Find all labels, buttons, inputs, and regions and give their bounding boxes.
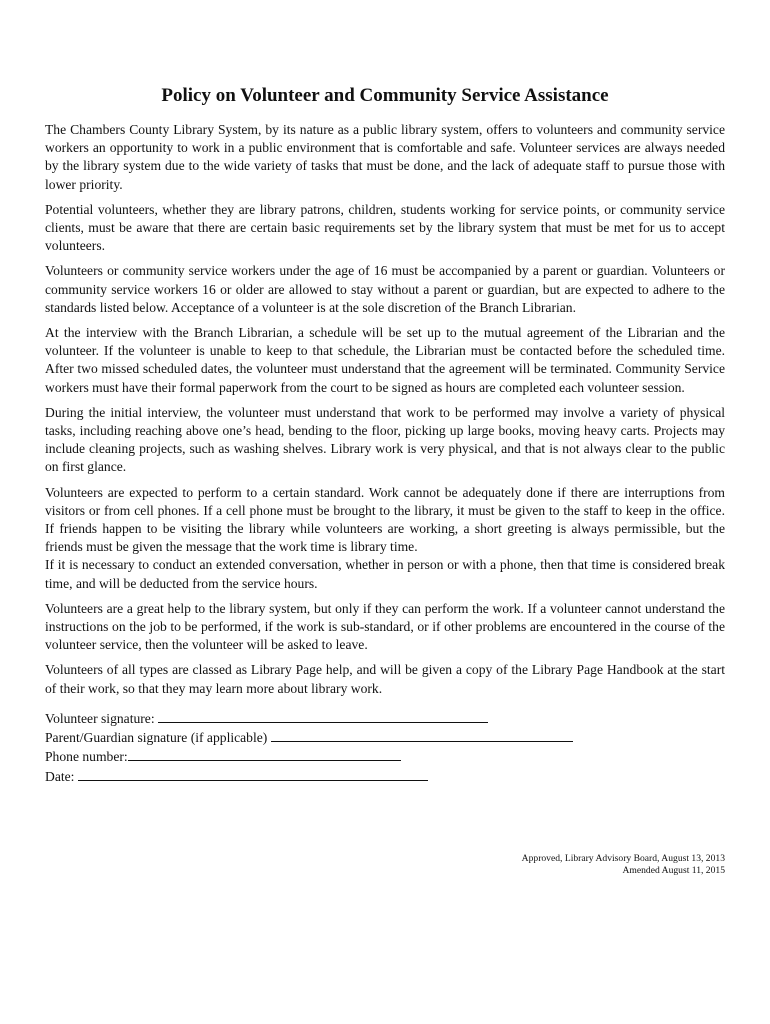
paragraph-age: Volunteers or community service workers under the age of 16 must be accompanied by a parent or guardian. Volunteers or community service workers 16 or older are allowed to stay without a parent or guardian, but are expected to adhere to the standards listed below. Acceptance of a volunteer is at the sole discretion of the Branch Librarian. <box>45 263 725 315</box>
footer-note <box>522 853 725 877</box>
date-label: Date: <box>45 768 75 784</box>
volunteer-signature-label: Volunteer signature: <box>45 710 155 726</box>
approved-date-text: Approved, Library Advisory Board, August 13, 2013 <box>521 853 725 864</box>
guardian-signature-line <box>45 728 725 747</box>
phone-number-line <box>45 747 725 766</box>
volunteer-signature-field[interactable] <box>158 709 488 723</box>
phone-number-label: Phone number: <box>45 749 128 765</box>
paragraph-break-time: If it is necessary to conduct an extended conversation, whether in person or with a phone, then that time is considered break time, and will be deducted from the service hours. <box>45 557 725 591</box>
phone-number-field[interactable] <box>128 747 401 761</box>
paragraph-physical-tasks: During the initial interview, the volunteer must understand that work to be performed may involve a variety of physical tasks, including reaching above one’s head, bending to the floor, picking up large books, moving heavy carts. Projects may include cleaning projects, such as washing shelves. Library work is very physical, and that is not always clear to the public on first glance. <box>45 404 725 475</box>
date-field[interactable] <box>78 767 428 781</box>
date-line <box>45 767 725 786</box>
paragraph-dismissal: Volunteers are a great help to the library system, but only if they can perform the work. If a volunteer cannot understand the instructions on the job to be performed, if the work is sub-standard, or if other problems are encountered in the course of the volunteer service, then the volunteer will be asked to leave. <box>45 600 725 653</box>
guardian-signature-field[interactable] <box>271 728 573 742</box>
guardian-signature-label: Parent/Guardian signature (if applicable) <box>45 730 268 746</box>
amended-date-text: Amended August 11, 2015 <box>622 865 725 876</box>
paragraph-intro: The Chambers County Library System, by its nature as a public library system, offers to volunteers and community service workers an opportunity to work in a public environment that is comfortable and safe. Volunteer services are always needed by the library system due to the wide variety of tasks that must be done, and the lack of adequate staff to pursue those with lower priority. <box>45 122 725 192</box>
paragraph-standards: Volunteers are expected to perform to a certain standard. Work cannot be adequately done if there are interruptions from visitors or from cell phones. If a cell phone must be brought to the library, it must be given to the staff to keep in the office. If friends happen to be visiting the library while volunteers are working, a short greeting is always permissible, but the friends must be given the message that the work time is library time. <box>45 484 725 555</box>
volunteer-signature-line <box>45 709 725 728</box>
paragraph-page-help: Volunteers of all types are classed as Library Page help, and will be given a copy of the Library Page Handbook at the start of their work, so that they may learn more about library work. <box>45 662 725 696</box>
page-title: Policy on Volunteer and Community Service Assistance <box>161 85 609 106</box>
paragraph-interview: At the interview with the Branch Librarian, a schedule will be set up to the mutual agreement of the Librarian and the volunteer. If the volunteer is unable to keep to that schedule, the Librarian must be contacted before the scheduled time. After two missed scheduled dates, the volunteer must understand that the agreement will be terminated. Community Service workers must have their formal paperwork from the court to be signed as hours are completed each volunteer session. <box>45 325 725 395</box>
signature-block <box>45 709 725 786</box>
paragraph-requirements: Potential volunteers, whether they are library patrons, children, students working for service points, or community service clients, must be aware that there are certain basic requirements set by the library system that must be met for us to accept volunteers. <box>45 201 725 254</box>
